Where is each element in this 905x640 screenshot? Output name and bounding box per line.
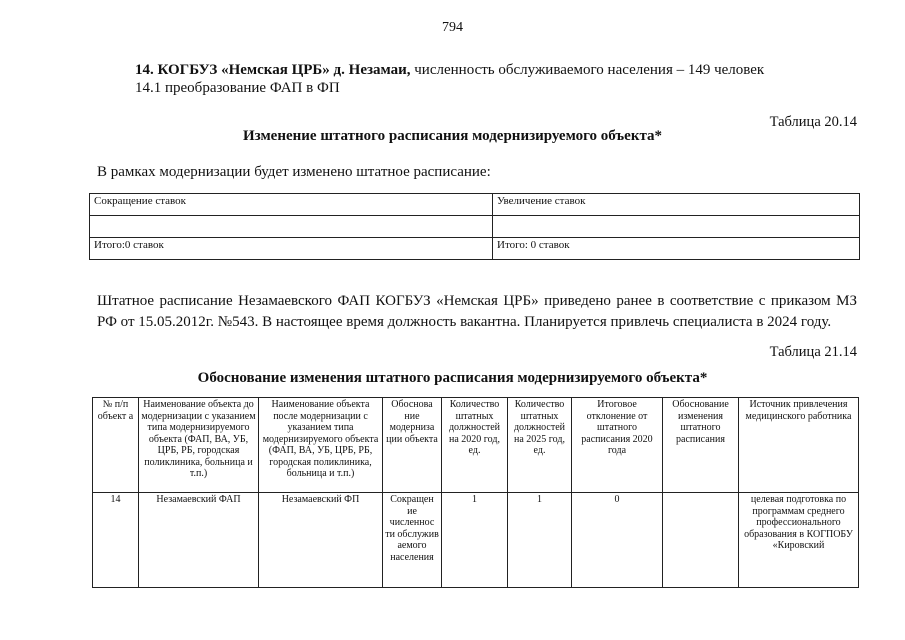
table-20-intro: В рамках модернизации будет изменено штатное расписание:: [97, 164, 491, 180]
header-source: Источник привлечения медицинского работника: [739, 398, 859, 493]
section-heading-rest: численность обслуживаемого населения – 149 человек: [410, 62, 765, 78]
cell-name-after: Незамаевский ФП: [259, 493, 383, 588]
table-21-label: Таблица 21.14: [769, 344, 857, 360]
header-justification: Обоснова ние модерниза ции объекта: [383, 398, 442, 493]
section-heading: [135, 62, 764, 79]
cell-justification: Сокращен ие численнос ти обслужив аемого населения: [383, 493, 442, 588]
header-name-before: Наименование объекта до модернизации с указанием типа модернизируемого объекта (ФАП, ВА, УБ, ЦРБ, РБ, городская поликлиника, больница и т.п.): [139, 398, 259, 493]
increase-total: Итого: 0 ставок: [493, 238, 860, 260]
header-positions-2025: Количество штатных должностей на 2025 год, ед.: [508, 398, 572, 493]
table-20-title: Изменение штатного расписания модернизируемого объекта*: [242, 128, 663, 144]
section-heading-bold: 14. КОГБУЗ «Немская ЦРБ» д. Незамаи,: [135, 62, 411, 78]
table-row: [90, 194, 860, 216]
cell-positions-2020: 1: [442, 493, 508, 588]
cell-deviation: 0: [572, 493, 663, 588]
table-20-label: Таблица 20.14: [769, 114, 857, 130]
header-staff-justification: Обоснование изменения штатного расписания: [663, 398, 739, 493]
cell-staff-justification: [663, 493, 739, 588]
cell-positions-2025: 1: [508, 493, 572, 588]
increase-header: Увеличение ставок: [493, 194, 860, 216]
staff-change-table: [89, 193, 860, 260]
page-number: 794: [442, 20, 463, 35]
table-row: [93, 493, 859, 588]
header-deviation: Итоговое отклонение от штатного расписания 2020 года: [572, 398, 663, 493]
increase-empty-cell: [493, 216, 860, 238]
cell-number: 14: [93, 493, 139, 588]
reduction-empty-cell: [90, 216, 493, 238]
reduction-total: Итого:0 ставок: [90, 238, 493, 260]
table-row: [90, 238, 860, 260]
table-header-row: [93, 398, 859, 493]
reduction-header: Сокращение ставок: [90, 194, 493, 216]
staffing-paragraph: Штатное расписание Незамаевского ФАП КОГБУЗ «Немская ЦРБ» приведено ранее в соответствие с приказом МЗ РФ от 15.05.2012г. №543. В настоящее время должность вакантна. Планируется привлечь специалиста в 2024 году.: [97, 293, 857, 330]
justification-table: [92, 397, 859, 588]
table-row: [90, 216, 860, 238]
cell-name-before: Незамаевский ФАП: [139, 493, 259, 588]
cell-source: целевая подготовка по программам среднего профессионального образования в КОГПОБУ «Кировский: [739, 493, 859, 588]
table-21-title: Обоснование изменения штатного расписания модернизируемого объекта*: [197, 370, 708, 386]
header-number: № п/п объект а: [93, 398, 139, 493]
subsection-heading: 14.1 преобразование ФАП в ФП: [135, 80, 340, 96]
header-positions-2020: Количество штатных должностей на 2020 год, ед.: [442, 398, 508, 493]
header-name-after: Наименование объекта после модернизации с указанием типа модернизируемого объекта (ФАП, ВА, УБ, ЦРБ, РБ, городская поликлиника, больница и т.п.): [259, 398, 383, 493]
